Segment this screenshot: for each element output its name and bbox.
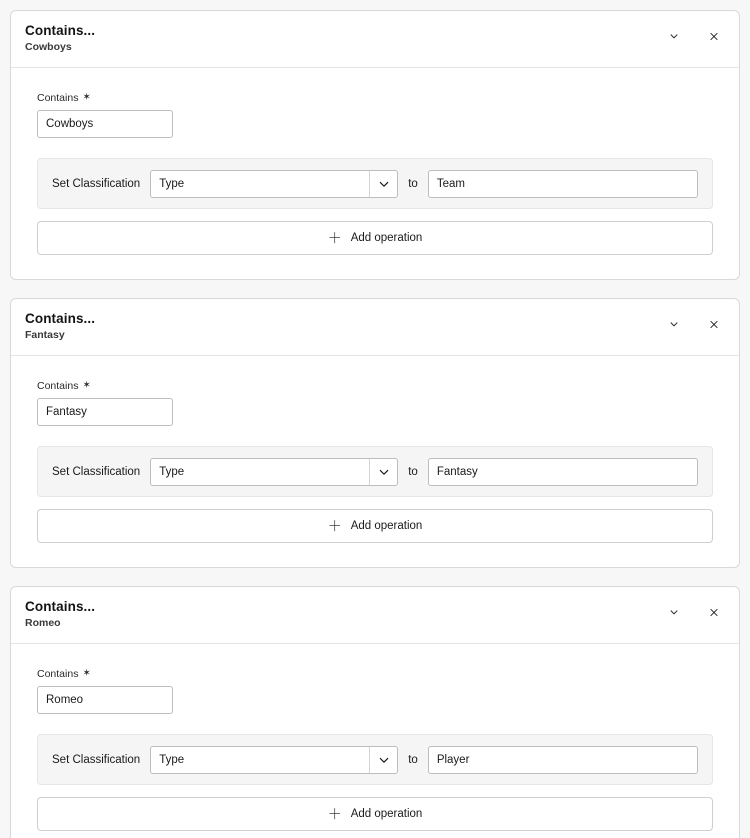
- contains-field-label: [37, 380, 713, 392]
- chevron-down-icon[interactable]: [370, 746, 398, 774]
- add-operation-label: Add operation: [350, 520, 423, 532]
- rule-card-header-texts: [25, 21, 95, 53]
- required-asterisk-icon: ✶: [82, 668, 91, 679]
- operation-label: Set Classification: [52, 465, 141, 478]
- contains-label-text: Contains: [37, 668, 79, 680]
- rule-card-actions: [663, 597, 725, 623]
- rule-card-actions: [663, 309, 725, 335]
- close-icon[interactable]: [703, 313, 725, 335]
- contains-input[interactable]: [37, 398, 173, 426]
- operation-row: [37, 734, 713, 785]
- contains-field-label: [37, 668, 713, 680]
- operation-row: [37, 446, 713, 497]
- contains-label-text: Contains: [37, 380, 79, 392]
- operation-label: Set Classification: [52, 177, 141, 190]
- operation-connector: to: [408, 177, 418, 190]
- add-operation-label: Add operation: [350, 232, 423, 244]
- classification-value-input[interactable]: [428, 458, 698, 486]
- rule-card-title: Contains...: [25, 23, 96, 38]
- operation-connector: to: [408, 753, 418, 766]
- contains-label-text: Contains: [37, 92, 79, 104]
- chevron-down-icon[interactable]: [663, 313, 685, 335]
- rule-card-actions: [663, 21, 725, 47]
- add-operation-button[interactable]: [37, 221, 713, 255]
- chevron-down-icon[interactable]: [370, 170, 398, 198]
- classification-select-value: Type: [150, 458, 398, 486]
- rule-card-header-texts: [25, 597, 95, 629]
- add-operation-label: Add operation: [350, 808, 423, 820]
- classification-value-input[interactable]: [428, 746, 698, 774]
- rule-card-header: [11, 587, 739, 644]
- chevron-down-icon[interactable]: [663, 25, 685, 47]
- plus-icon: ＋: [327, 806, 342, 822]
- plus-icon: ＋: [327, 518, 342, 534]
- contains-field-label: [37, 92, 713, 104]
- rule-card-subtitle: Fantasy: [25, 329, 65, 341]
- rule-card-subtitle: Romeo: [25, 617, 61, 629]
- chevron-down-icon[interactable]: [370, 458, 398, 486]
- rule-card-header-texts: [25, 309, 95, 341]
- classification-value-input[interactable]: [428, 170, 698, 198]
- add-operation-button[interactable]: [37, 509, 713, 543]
- operation-row: [37, 158, 713, 209]
- rule-card-subtitle: Cowboys: [25, 41, 72, 53]
- operation-connector: to: [408, 465, 418, 478]
- classification-select-value: Type: [150, 170, 398, 198]
- classification-select[interactable]: [150, 170, 398, 198]
- rule-card-title: Contains...: [25, 599, 96, 614]
- classification-select[interactable]: [150, 458, 398, 486]
- contains-input[interactable]: [37, 686, 173, 714]
- rule-card: [10, 586, 740, 838]
- rule-card: [10, 298, 740, 568]
- rule-card-body: [11, 356, 739, 567]
- classification-select-value: Type: [150, 746, 398, 774]
- add-operation-button[interactable]: [37, 797, 713, 831]
- contains-input[interactable]: [37, 110, 173, 138]
- rule-card: [10, 10, 740, 280]
- plus-icon: ＋: [327, 230, 342, 246]
- close-icon[interactable]: [703, 601, 725, 623]
- rule-card-header: [11, 11, 739, 68]
- chevron-down-icon[interactable]: [663, 601, 685, 623]
- rule-card-title: Contains...: [25, 311, 96, 326]
- close-icon[interactable]: [703, 25, 725, 47]
- rule-card-header: [11, 299, 739, 356]
- required-asterisk-icon: ✶: [82, 92, 91, 103]
- rule-card-body: [11, 68, 739, 279]
- operation-label: Set Classification: [52, 753, 141, 766]
- required-asterisk-icon: ✶: [82, 380, 91, 391]
- classification-select[interactable]: [150, 746, 398, 774]
- rule-card-body: [11, 644, 739, 838]
